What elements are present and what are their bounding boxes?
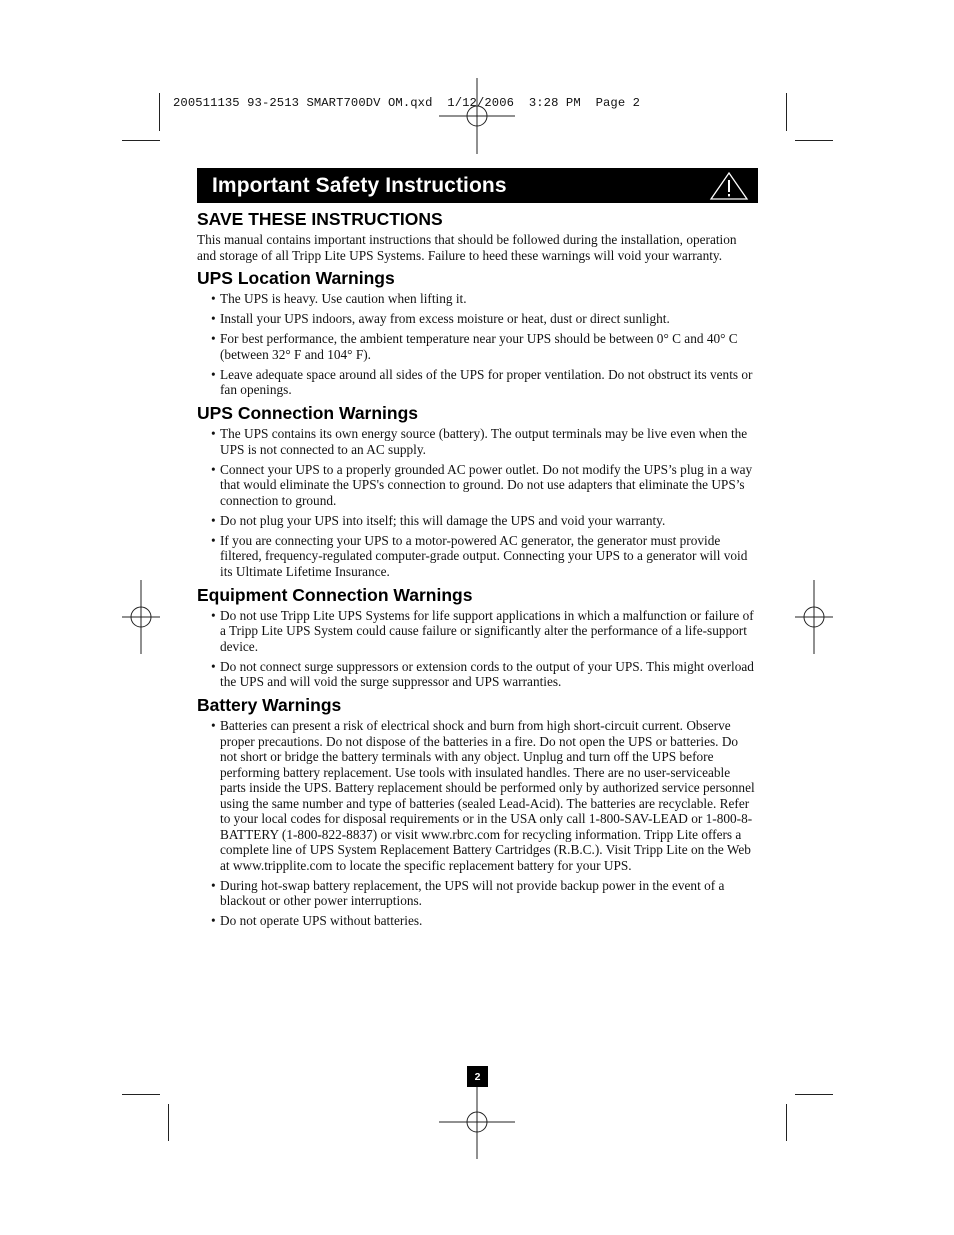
list-item: • Do not operate UPS without batteries. <box>197 913 758 929</box>
crop-mark-bottom-right-h <box>795 1094 833 1095</box>
list-item: • Do not use Tripp Lite UPS Systems for life support applications in which a malfunction or failure of a Tripp Lite UPS System could cause failure or significantly alter the performance of a life-support device. <box>197 608 758 655</box>
list-item: • Leave adequate space around all sides of the UPS for proper ventilation. Do not obstruct its vents or fan openings. <box>197 367 758 398</box>
list-item: • Do not plug your UPS into itself; this will damage the UPS and void your warranty. <box>197 513 758 529</box>
save-instructions-heading: SAVE THESE INSTRUCTIONS <box>197 209 443 229</box>
battery-warnings-list <box>197 718 758 929</box>
crop-mark-top-left-v <box>159 93 160 131</box>
page-content <box>197 168 758 933</box>
registration-mark-right-icon <box>795 580 833 654</box>
list-item: • During hot-swap battery replacement, the UPS will not provide backup power in the event of a blackout or other power interruptions. <box>197 878 758 909</box>
crop-mark-top-right-v <box>786 93 787 131</box>
equipment-connection-list <box>197 608 758 690</box>
ups-connection-list <box>197 426 758 579</box>
page-number: 2 <box>467 1066 488 1087</box>
section-heading-equipment-connection: Equipment Connection Warnings <box>197 584 473 605</box>
page-title: Important Safety Instructions <box>212 173 507 197</box>
section-heading-battery: Battery Warnings <box>197 695 342 715</box>
warning-triangle-icon <box>709 171 749 201</box>
crop-mark-top-left-h <box>122 140 160 141</box>
registration-mark-left-icon <box>122 580 160 654</box>
list-item: • For best performance, the ambient temperature near your UPS should be between 0° C and 40° C (between 32° F and 104° F). <box>197 331 758 362</box>
list-item: • Install your UPS indoors, away from excess moisture or heat, dust or direct sunlight. <box>197 311 758 327</box>
list-item: • The UPS is heavy. Use caution when lifting it. <box>197 291 758 307</box>
crop-mark-bottom-right-v <box>786 1104 787 1141</box>
list-item: • Do not connect surge suppressors or extension cords to the output of your UPS. This might overload the UPS and will void the surge suppressor and UPS warranties. <box>197 659 758 690</box>
crop-mark-top-right-h <box>795 140 833 141</box>
title-banner <box>197 168 758 203</box>
ups-location-list <box>197 291 758 398</box>
list-item: • Batteries can present a risk of electrical shock and burn from high short-circuit current. Observe proper precautions. Do not dispose of the batteries in a fire. Do not open the UPS or batteries. Do not short or bridge the battery terminals with any object. Unplug and turn off the UPS before performing battery replacement. Use tools with insulated handles. There are no user-serviceable parts inside the UPS. Battery replacement should be performed only by authorized service personnel using the same number and type of batteries (sealed Lead-Acid). The batteries are recyclable. Refer to your local codes for disposal requirements or in the USA only call 1-800-SAV-LEAD or 1-800-8-BATTERY (1-800-822-8837) or visit www.rbrc.com for recycling information. Tripp Lite offers a complete line of UPS System Replacement Battery Cartridges (R.B.C.). Visit Tripp Lite on the Web at www.tripplite.com to locate the specific replacement battery for your UPS. <box>197 718 758 873</box>
crop-mark-bottom-left-v <box>168 1104 169 1141</box>
registration-mark-top-icon <box>439 78 515 154</box>
print-slug-line: 200511135 93-2513 SMART700DV OM.qxd 1/12/2006 3:28 PM Page 2 <box>173 96 641 110</box>
list-item: • Connect your UPS to a properly grounded AC power outlet. Do not modify the UPS’s plug in a way that would eliminate the UPS's connection to ground. Do not use adapters that eliminate the UPS’s connection to ground. <box>197 462 758 509</box>
registration-mark-bottom-icon <box>439 1085 515 1159</box>
save-instructions-text: This manual contains important instructions that should be followed during the installation, operation and storage of all Tripp Lite UPS Systems. Failure to heed these warnings will void your warranty. <box>197 232 737 263</box>
crop-mark-bottom-left-h <box>122 1094 160 1095</box>
section-heading-ups-location: UPS Location Warnings <box>197 268 395 288</box>
section-heading-ups-connection: UPS Connection Warnings <box>197 403 419 423</box>
list-item: • The UPS contains its own energy source (battery). The output terminals may be live even when the UPS is not connected to an AC supply. <box>197 426 758 457</box>
list-item: • If you are connecting your UPS to a motor-powered AC generator, the generator must provide filtered, frequency-regulated computer-grade output. Connecting your UPS to a generator will void its Ultimate Lifetime Insurance. <box>197 533 758 580</box>
